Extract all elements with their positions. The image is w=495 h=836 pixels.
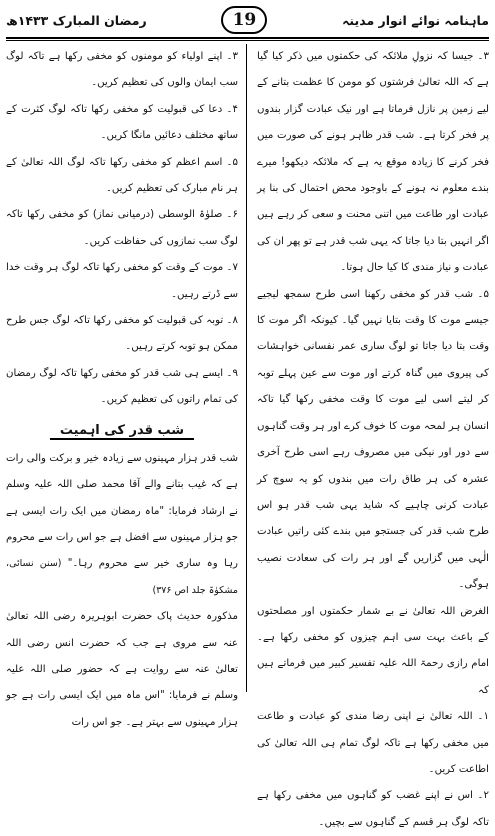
paragraph: مذکورہ حدیث پاک حضرت ابوہریرہ رضی اللہ تعالیٰ عنہ سے مروی ہے جب کہ حضرت انس رضی اللہ تعالیٰ عنہ سے روایت ہے کہ حضور صلی اللہ علیہ وسلم نے فرمایا: "اس ماہ میں ایک ایسی رات ہے جو ہزار مہینوں سے بہتر ہے۔ جو اس رات: [6, 611, 238, 728]
citation: (سنن نسائی، مشکوٰۃ جلد اص ۳۷۶): [6, 558, 238, 596]
magazine-title: ماہنامہ نوائے انوار مدینہ: [342, 12, 489, 28]
hadith-text: شب قدر ہزار مہینوں سے زیادہ خیر و برکت والی رات ہے کہ غیب بتانے والے آقا محمد صلی اللہ علیہ وسلم نے ارشاد فرمایا: "ماہ رمضان میں ایک رات ایسی ہے جو ہزار مہینوں سے افضل ہے جو اس رات سے محروم رہا وہ ساری خیر سے محروم رہا۔": [6, 452, 238, 570]
issue-date: رمضان المبارک ۱۴۳۳ھ: [6, 12, 147, 28]
column-divider: [246, 44, 247, 692]
list-item: ۳۔ اپنے اولیاء کو مومنوں کو مخفی رکھا ہے تاکہ لوگ سب ایمان والوں کی تعظیم کریں۔: [6, 51, 238, 89]
paragraph: ۱۔ اللہ تعالیٰ نے اپنی رضا مندی کو عبادت و طاعت میں مخفی رکھا ہے تاکہ لوگ تمام ہی اللہ تعالیٰ کی اطاعت کریں۔: [257, 711, 489, 775]
header-rule: [6, 37, 489, 39]
page-number-badge: 19: [221, 6, 267, 34]
paragraph: ۳۔ جیسا کہ نزولِ ملائکہ کی حکمتوں میں ذکر کیا گیا ہے کہ اللہ تعالیٰ فرشتوں کو مومن کا عظمت بتانے کے لیے زمین پر نازل فرماتا ہے اور نیک عبادت گزار بندوں پر فخر کرتا ہے۔ شب قدر ظاہر ہونے کی صورت میں فخر کرنے کا زیادہ موقع یہ ہے کہ ملائکہ دیکھو! میرے بندے معلوم نہ ہونے کے باوجود محض احتمال کی بنا پر عبادت اور طاعت میں اتنی محنت و سعی کر رہے ہیں اگر انہیں بتا دیا جاتا کہ یہی شب قدر ہے تو پھر ان کی عبادت و نیاز مندی کا کیا حال ہوتا۔: [257, 51, 489, 274]
right-column: [257, 44, 489, 828]
paragraph: [6, 446, 238, 604]
section-heading: [6, 416, 238, 446]
list-item: ۶۔ صلوٰۃ الوسطی (درمیانی نماز) کو مخفی رکھا تاکہ لوگ سب نمازوں کی حفاظت کریں۔: [6, 209, 238, 247]
paragraph: ۲۔ اس نے اپنے غضب کو گناہوں میں مخفی رکھا ہے تاکہ لوگ ہر قسم کے گناہوں سے بچیں۔: [257, 790, 489, 828]
list-item: ۵۔ اسم اعظم کو مخفی رکھا تاکہ لوگ اللہ تعالیٰ کے ہر نام مبارک کی تعظیم کریں۔: [6, 156, 238, 195]
page-header: [6, 5, 489, 35]
left-column: [6, 44, 238, 728]
list-item: ۴۔ دعا کی قبولیت کو مخفی رکھا تاکہ لوگ کثرت کے ساتھ مختلف دعائیں مانگا کریں۔: [6, 103, 238, 142]
list-item: ۸۔ توبہ کی قبولیت کو مخفی رکھا تاکہ لوگ جس طرح ممکن ہو توبہ کرتے رہیں۔: [6, 315, 238, 353]
list-item: ۹۔ ایسے ہی شب قدر کو مخفی رکھا تاکہ لوگ رمضان کی تمام راتوں کی تعظیم کریں۔: [6, 367, 238, 406]
list-item: ۷۔ موت کے وقت کو مخفی رکھا تاکہ لوگ ہر وقت خدا سے ڈرتے رہیں۔: [6, 262, 238, 300]
section-heading-text: شب قدر کی اہمیت: [50, 423, 194, 440]
paragraph: ۵۔ شب قدر کو مخفی رکھنا اسی طرح سمجھ لیجیے جیسے موت کا وقت بتایا نہیں گیا۔ کیونکہ اگر موت کا وقت بتا دیا جاتا تو لوگ ساری عمر نفسانی خواہشات کی پیروی میں گناہ کرتے اور موت سے عین پہلے توبہ کر لیتے اسی لیے موت کا وقت مخفی رکھا گیا تاکہ انسان ہر لمحہ موت کا خوف کرے اور ہر وقت گناہوں سے دور اور نیکی میں مصروف رہے اسی طرح آخری عشرہ کی ہر طاق رات میں بندوں کو یہ سوچ کر عبادت کرنی چاہیے کہ شاید یہی شب قدر ہو اس طرح شب قدر کی جستجو میں بندے کئی راتیں عبادت الٰہی میں گزاریں گے اور ہر رات کی سعادت نصیب ہوگی۔: [257, 288, 489, 591]
paragraph: الغرض اللہ تعالیٰ نے بے شمار حکمتوں اور مصلحتوں کے باعث بہت سی اہم چیزوں کو مخفی رکھا ہے۔ امام رازی رحمۃ اللہ علیہ تفسیر کبیر میں فرماتے ہیں کہ: [257, 605, 489, 696]
header-rule-thin: [6, 40, 489, 41]
